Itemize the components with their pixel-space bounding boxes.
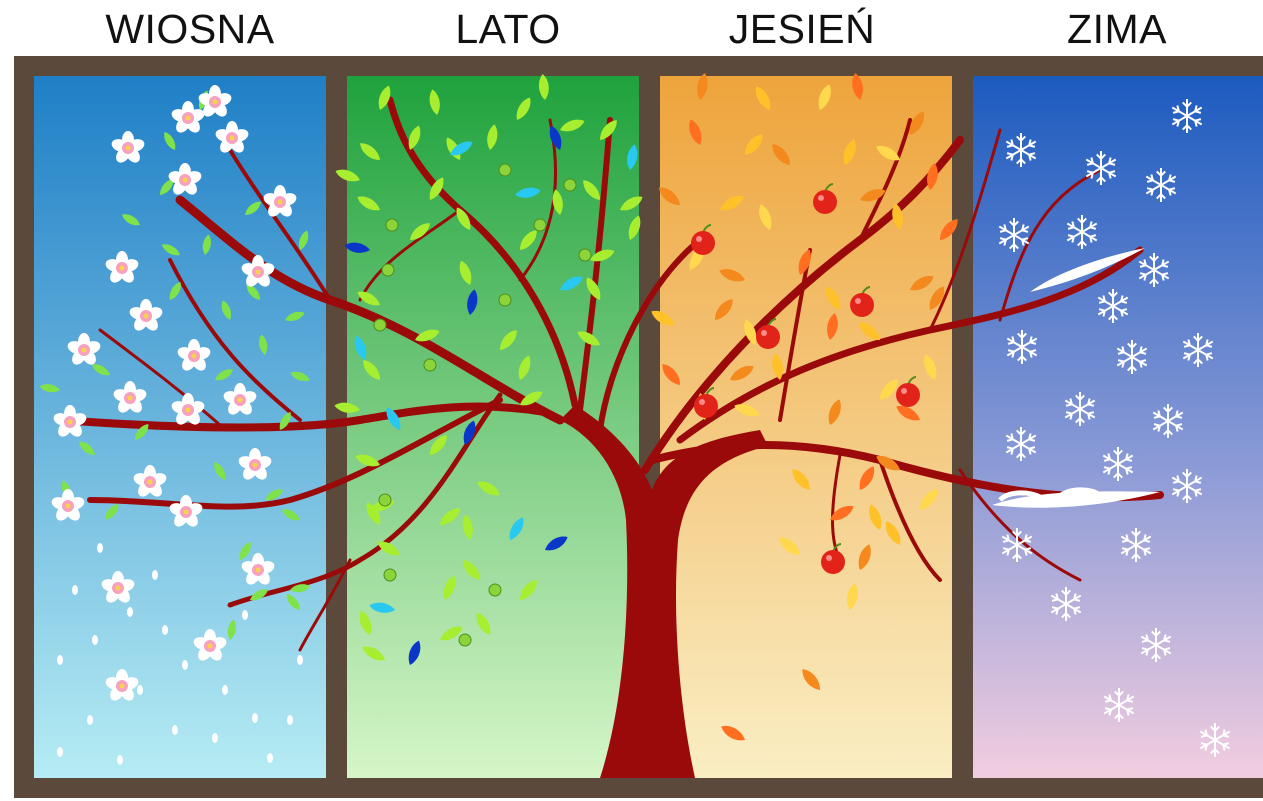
green-fruit (459, 634, 471, 646)
green-fruit (579, 249, 591, 261)
apple-highlight (818, 195, 824, 201)
apple (821, 550, 845, 574)
apple (813, 190, 837, 214)
apple (691, 231, 715, 255)
green-fruit (534, 219, 546, 231)
apple-highlight (901, 388, 907, 394)
green-fruit (489, 584, 501, 596)
green-fruit (564, 179, 576, 191)
green-fruit (382, 264, 394, 276)
season-label-autumn: JESIEŃ (728, 6, 876, 52)
apple-highlight (855, 298, 861, 304)
season-label-spring: WIOSNA (105, 6, 275, 52)
green-fruit (386, 219, 398, 231)
green-fruit (379, 494, 391, 506)
apple (850, 293, 874, 317)
winter-pane (973, 76, 1263, 778)
apple-highlight (699, 399, 705, 405)
apple (896, 383, 920, 407)
season-label-summer: LATO (455, 6, 561, 52)
apple-highlight (826, 555, 832, 561)
green-fruit (499, 294, 511, 306)
green-fruit (374, 319, 386, 331)
apple (694, 394, 718, 418)
green-fruit (499, 164, 511, 176)
apple (756, 325, 780, 349)
season-label-winter: ZIMA (1067, 6, 1167, 52)
apple-highlight (696, 236, 702, 242)
apple-highlight (761, 330, 767, 336)
green-fruit (424, 359, 436, 371)
green-fruit (384, 569, 396, 581)
